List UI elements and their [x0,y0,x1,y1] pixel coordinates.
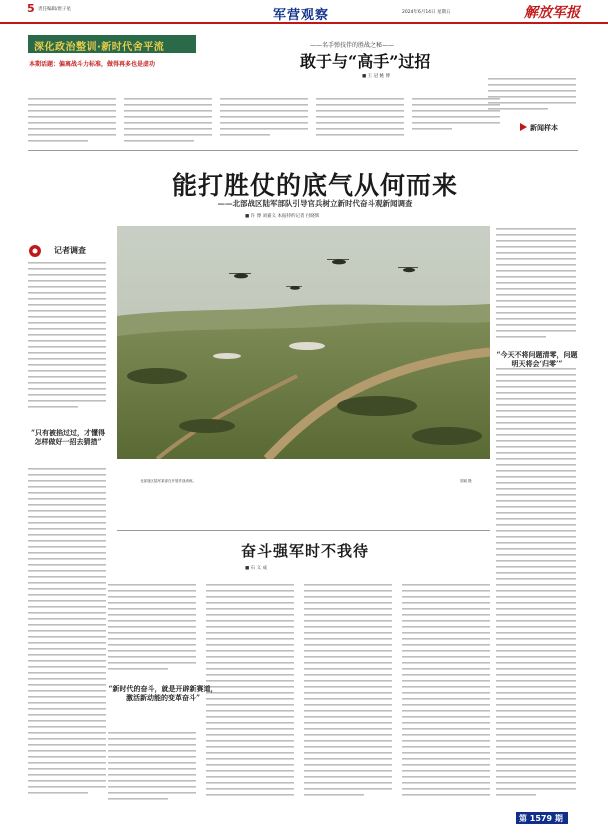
news-cell-title: 新闻样本 [530,124,558,132]
subhead-1: “只有被掐过过，才懂得怎样做好一招去猜措” [30,428,106,446]
left-column-text [28,262,108,802]
section-arrow-icon [520,123,527,131]
issue-number: 第 1579 期 [519,814,563,823]
feature-headline: 敢于与“高手”过招 [300,52,431,71]
column-banner-title: 深化政治整训·新时代舍平流 [34,42,165,53]
feature-kicker: ——名手弹技伴的胜战之秘—— [310,42,395,49]
essay-headline: 奋斗强军时不我待 [240,542,369,560]
photo-caption: 北部战区陆军某部在开展作战训练。 [140,479,196,483]
section-title: 军营观察 [272,8,329,23]
top-text-columns [28,96,511,148]
right-column-text [488,76,578,116]
helicopters-over-field-image [117,226,490,459]
main-photo [117,226,490,459]
divider [117,530,490,531]
main-subheadline: ——北部战区陆军部队引导官兵树立新时代奋斗观新闻调查 [217,199,413,208]
newspaper-masthead-logo: 解放军报 [524,5,580,21]
column-topic: 本期话题：偏离战斗力标准，做得再多也是虚功 [29,61,156,68]
editor-credit: 责任编辑/唐子星 [38,7,72,12]
reporter-icon [28,244,42,258]
main-headline: 能打胜仗的底气从何而来 [171,171,458,200]
main-byline: ■ 许 博 刘嘉义 本报特约记者 付晓辉 [245,214,320,219]
photo-credit: 胡斌 摄 [460,479,472,483]
feature-byline: ■ 王 冠 姚 博 [362,74,390,79]
publication-date: 2024年6月14日 星期五 [402,10,451,15]
top-body-text [28,96,511,148]
subhead-2: “今天不将问题清零，问题明天将会‘归零’” [496,350,578,368]
essay-pull-quote: “新时代的奋斗，就是开辟新赛道，激活新动能的变革奋斗” [108,684,218,702]
commentary-section-title: 记者调查 [54,246,86,255]
essay-byline: ■ 石 义 成 [245,566,268,571]
divider [28,150,578,151]
right-main-text [496,228,578,802]
page-number: 5 [27,2,35,15]
